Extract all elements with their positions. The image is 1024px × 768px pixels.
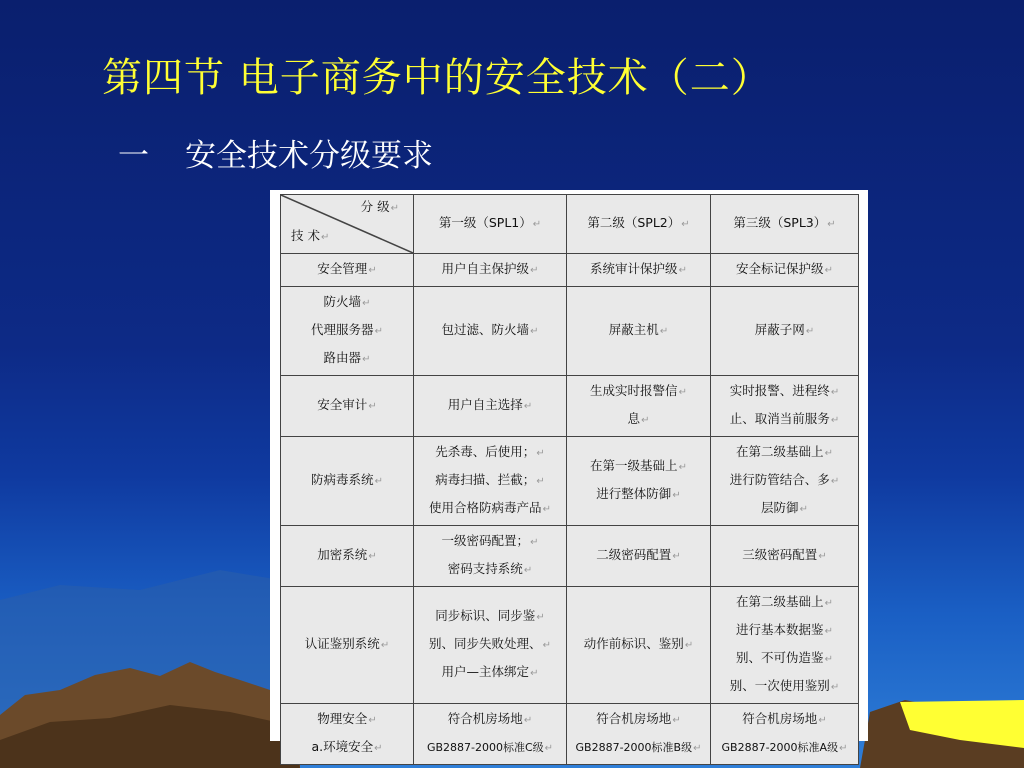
section-number: 一	[118, 138, 149, 174]
cell-line: 符合机房场地↵	[596, 711, 681, 726]
cell-line: 实时报警、进程终↵	[729, 383, 840, 398]
cell-line: 病毒扫描、拦截；↵	[435, 472, 545, 487]
tech-cell	[281, 376, 414, 437]
cell-line: 符合机房场地↵	[742, 711, 827, 726]
level-3-cell	[711, 526, 859, 587]
cell-line: 认证鉴别系统↵	[304, 636, 390, 651]
cell-line: 层防御↵	[761, 500, 808, 515]
cell-line: a.环境安全↵	[311, 739, 383, 754]
table-row	[281, 254, 859, 287]
level-2-cell	[567, 704, 711, 765]
slide-title: 第四节 电子商务中的安全技术（二）	[102, 55, 772, 101]
level-2-cell	[567, 287, 711, 376]
cell-line: 防病毒系统↵	[311, 472, 383, 487]
cell-line: 进行基本数据鉴↵	[736, 622, 833, 637]
cell-line: 三级密码配置↵	[742, 547, 827, 562]
tech-cell	[281, 587, 414, 704]
cell-line: 加密系统↵	[317, 547, 377, 562]
cell-line: 代理服务器↵	[311, 322, 383, 337]
level-1-cell	[414, 437, 567, 526]
table-row	[281, 376, 859, 437]
section-subtitle	[118, 130, 433, 175]
cell-line: 在第二级基础上↵	[736, 594, 833, 609]
table-row	[281, 587, 859, 704]
level-2-cell	[567, 254, 711, 287]
table-frame	[270, 190, 868, 754]
level-3-cell	[711, 287, 859, 376]
cell-line: 同步标识、同步鉴↵	[435, 608, 545, 623]
cell-line: GB2887-2000标准C级↵	[426, 741, 554, 754]
corner-label-tech: 技 术↵	[291, 228, 330, 243]
level-3-cell	[711, 704, 859, 765]
level-3-cell	[711, 376, 859, 437]
cell-line: 先杀毒、后使用；↵	[435, 444, 545, 459]
cell-line: 用户自主保护级↵	[441, 261, 539, 276]
section-heading: 安全技术分级要求	[185, 138, 433, 174]
cell-line: 动作前标识、鉴别↵	[583, 636, 694, 651]
cell-line: 进行整体防御↵	[596, 486, 681, 501]
cell-line: 生成实时报警信↵	[590, 383, 687, 398]
header-level-3: 第三级（SPL3）↵	[711, 195, 859, 254]
header-row	[281, 195, 859, 254]
corner-cell	[281, 195, 414, 254]
cell-line: GB2887-2000标准A级↵	[721, 741, 848, 754]
table-row	[281, 526, 859, 587]
table-row	[281, 704, 859, 765]
cell-line: 息↵	[627, 411, 650, 426]
cell-line: 别、同步失败处理、↵	[429, 636, 551, 651]
level-3-cell	[711, 587, 859, 704]
tech-cell	[281, 254, 414, 287]
level-1-cell	[414, 287, 567, 376]
cell-line: 包过滤、防火墙↵	[441, 322, 539, 337]
cell-line: 屏蔽子网↵	[754, 322, 815, 337]
cell-line: 进行防管结合、多↵	[729, 472, 840, 487]
header-level-2: 第二级（SPL2）↵	[567, 195, 711, 254]
cell-line: 符合机房场地↵	[447, 711, 533, 726]
level-2-cell	[567, 376, 711, 437]
cell-line: 在第二级基础上↵	[736, 444, 833, 459]
header-level-1: 第一级（SPL1）↵	[414, 195, 567, 254]
level-2-cell	[567, 587, 711, 704]
cell-line: 路由器↵	[323, 350, 371, 365]
cell-line: 用户—主体绑定↵	[441, 664, 539, 679]
corner-label-level: 分 级↵	[360, 199, 399, 214]
cell-line: 防火墙↵	[323, 294, 371, 309]
tech-cell	[281, 287, 414, 376]
table-body	[281, 195, 859, 765]
level-1-cell	[414, 704, 567, 765]
cell-line: 物理安全↵	[317, 711, 377, 726]
level-2-cell	[567, 437, 711, 526]
cell-line: 在第一级基础上↵	[590, 458, 687, 473]
cell-line: 系统审计保护级↵	[590, 261, 687, 276]
level-1-cell	[414, 254, 567, 287]
level-2-cell	[567, 526, 711, 587]
level-1-cell	[414, 526, 567, 587]
cell-line: 别、一次使用鉴别↵	[729, 678, 840, 693]
security-level-table	[280, 194, 859, 765]
cell-line: 一级密码配置；↵	[441, 533, 539, 548]
cell-line: 使用合格防病毒产品↵	[429, 500, 551, 515]
cell-line: 别、不可伪造鉴↵	[736, 650, 833, 665]
cell-line: GB2887-2000标准B级↵	[575, 741, 702, 754]
cell-line: 二级密码配置↵	[596, 547, 681, 562]
cell-line: 安全标记保护级↵	[736, 261, 833, 276]
level-3-cell	[711, 254, 859, 287]
level-1-cell	[414, 376, 567, 437]
cell-line: 止、取消当前服务↵	[729, 411, 840, 426]
cell-line: 安全管理↵	[317, 261, 377, 276]
tech-cell	[281, 526, 414, 587]
cell-line: 密码支持系统↵	[447, 561, 533, 576]
level-1-cell	[414, 587, 567, 704]
tech-cell	[281, 437, 414, 526]
level-3-cell	[711, 437, 859, 526]
table-row	[281, 437, 859, 526]
cell-line: 用户自主选择↵	[447, 397, 533, 412]
tech-cell	[281, 704, 414, 765]
table-row	[281, 287, 859, 376]
cell-line: 安全审计↵	[317, 397, 377, 412]
cell-line: 屏蔽主机↵	[608, 322, 669, 337]
